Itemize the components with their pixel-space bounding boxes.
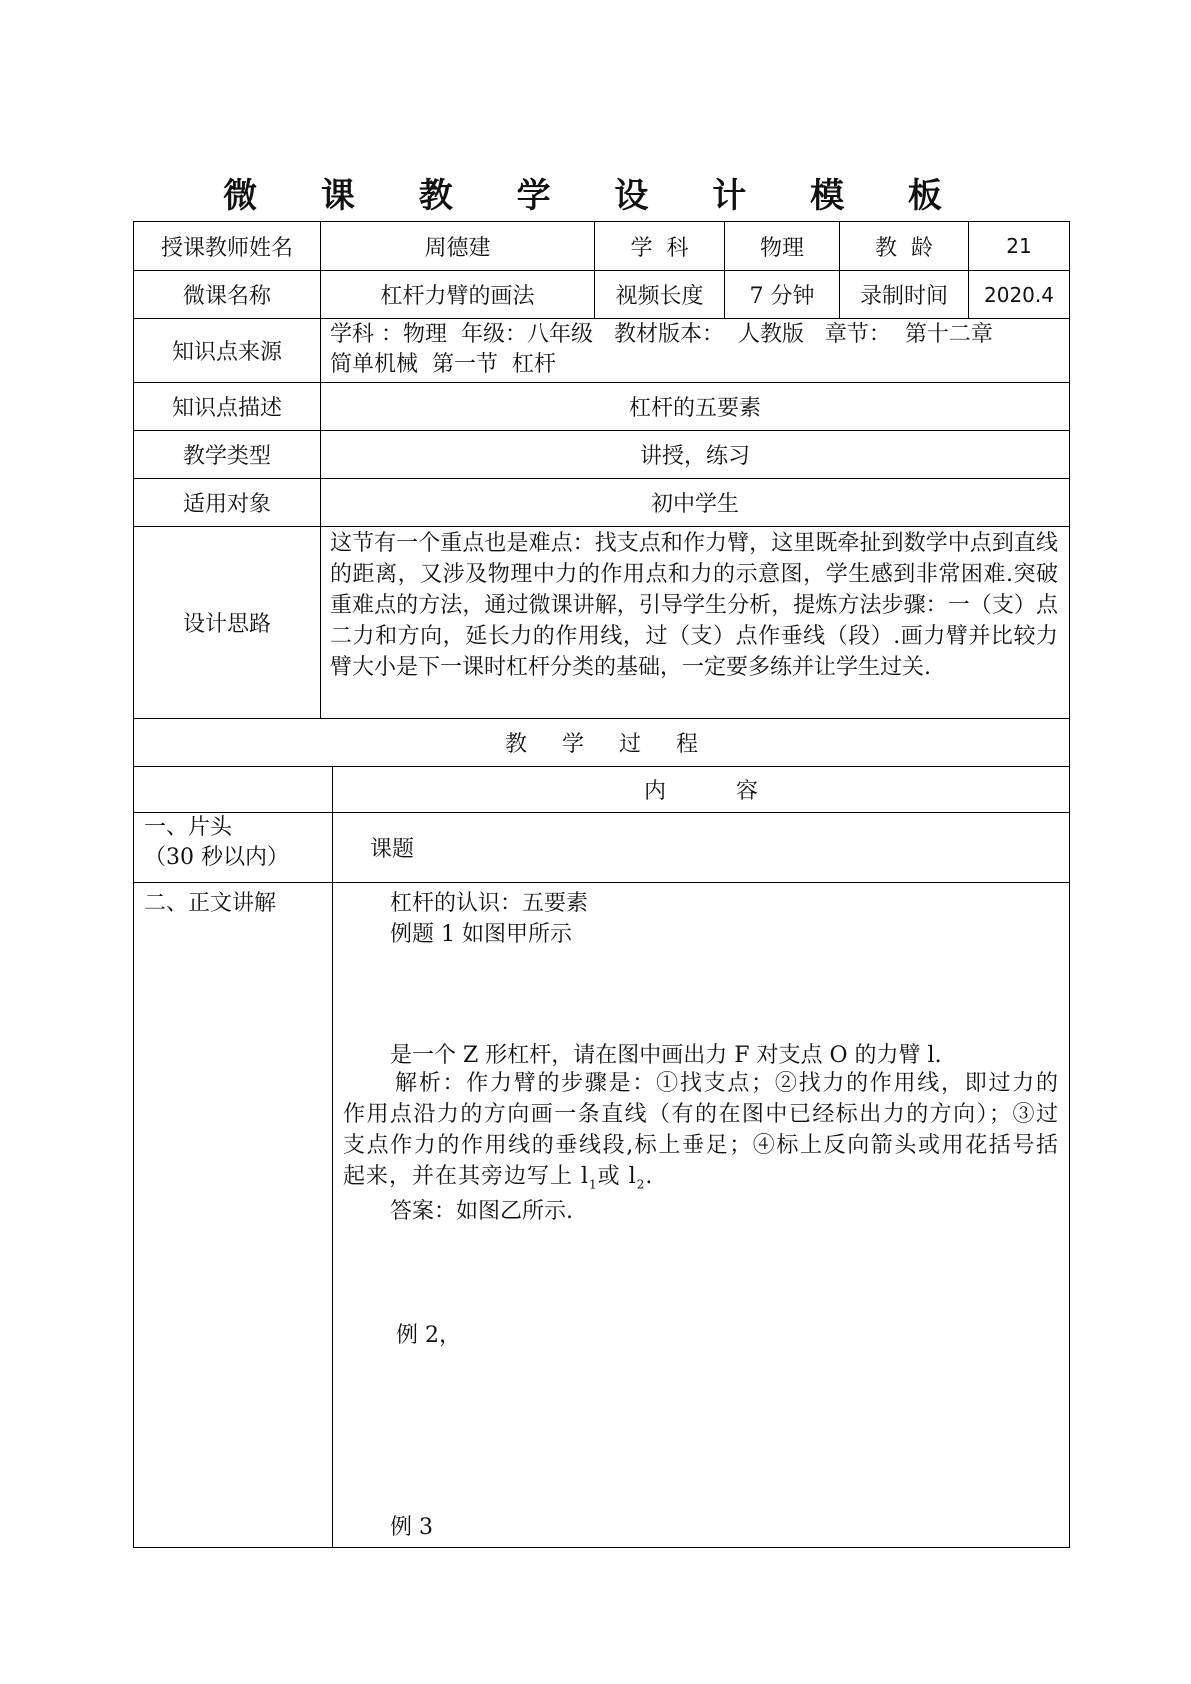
main-label: 二、正文讲解: [144, 890, 277, 916]
design-label: 设计思路: [182, 612, 271, 637]
subject-value: 物理: [759, 235, 804, 261]
line-example-1: 例题 1 如图甲所示: [390, 921, 572, 947]
intro-content: 课题: [370, 837, 415, 862]
years-label: 教 龄: [875, 235, 933, 261]
example-3: 例 3: [390, 1514, 433, 1540]
subscript-2: 2: [636, 1177, 646, 1192]
target-value: 初中学生: [650, 492, 739, 517]
source-line-2: 简单机械 第一节 杠杆: [330, 352, 556, 377]
content-header: 内 容: [644, 779, 758, 804]
video-length-label: 视频长度: [615, 284, 704, 309]
process-header: 教 学 过 程: [505, 732, 698, 757]
years-value: 21: [1006, 234, 1032, 258]
line-lever-intro: 杠杆的认识：五要素: [390, 890, 589, 916]
intro-label: [144, 813, 332, 873]
record-time-label: 录制时间: [859, 284, 948, 309]
row-divider: [133, 882, 1069, 883]
subscript-1: 1: [589, 1177, 598, 1192]
type-value: 讲授，练习: [639, 444, 750, 469]
intro-label-line-2: （30 秒以内）: [144, 845, 289, 870]
col-divider: [332, 766, 333, 1548]
design-text: 这节有一个重点也是难点：找支点和作力臂，这里既牵扯到数学中点到直线的距离，又涉及物理中力的作用点和力的示意图，学生感到非常困难.突破重难点的方法，通过微课讲解，引导学生分析，提炼方法步骤：一（支）点二力和方向，延长力的作用线，过（支）点作垂线（段）.画力臂并比较力臂大小是下一课时杠杆分类的基础，一定要多练并让学生过关.: [330, 531, 1058, 680]
source-label: 知识点来源: [171, 340, 282, 365]
course-name-value: 杠杆力臂的画法: [380, 284, 535, 309]
teacher-value: 周德建: [424, 235, 491, 261]
video-length-value: 7 分钟: [749, 284, 815, 309]
answer-line: 答案：如图乙所示.: [390, 1198, 573, 1224]
example-2: 例 2，: [396, 1322, 461, 1348]
intro-label-line-1: 一、片头: [144, 815, 233, 840]
desc-value: 杠杆的五要素: [628, 396, 761, 421]
type-label: 教学类型: [182, 444, 271, 469]
source-value: [330, 320, 1065, 380]
target-label: 适用对象: [182, 492, 271, 517]
source-line-1: 学科 ：物理 年级：八年级 教材版本： 人教版 章节： 第十二章: [330, 322, 993, 347]
teacher-label: 授课教师姓名: [160, 235, 293, 261]
analysis-end: .: [645, 1164, 654, 1189]
course-name-label: 微课名称: [182, 284, 271, 309]
analysis-text: [343, 1068, 1059, 1200]
analysis-or: 或 l: [597, 1164, 637, 1189]
record-time-value: 2020.4: [984, 282, 1054, 307]
subject-label: 学 科: [630, 235, 689, 261]
desc-label: 知识点描述: [171, 396, 282, 421]
analysis-main: 解析：作力臂的步骤是：①找支点；②找力的作用线，即过力的作用点沿力的方向画一条直线（有的在图中已经标出力的方向）；③过支点作力的作用线的垂线段,标上垂足；④标上反向箭头或用花括号括起来，并在其旁边写上 l: [343, 1071, 1059, 1189]
line-question: 是一个 Z 形杠杆，请在图中画出力 F 对支点 O 的力臂 l.: [390, 1042, 942, 1068]
page-title: 微 课 教 学 设 计 模 板: [223, 176, 968, 216]
